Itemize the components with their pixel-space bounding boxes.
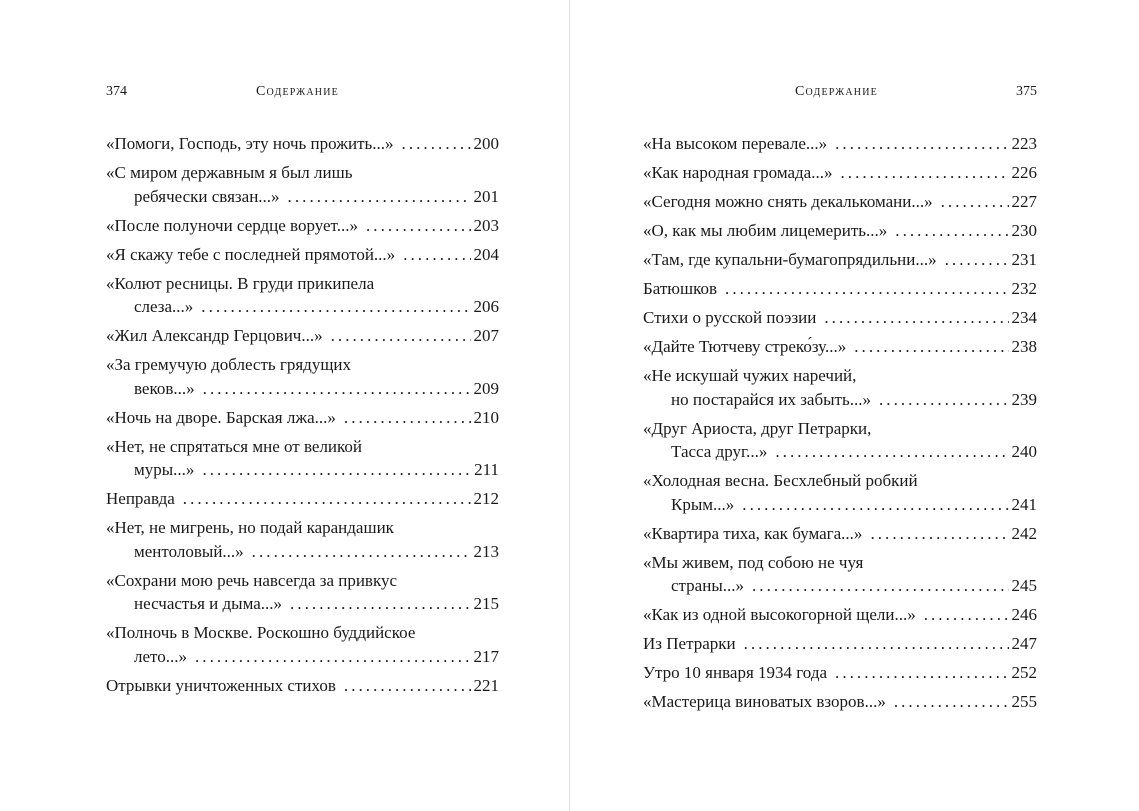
toc-entry-last-line	[106, 324, 499, 348]
toc-entry-title: «Квартира тиха, как бумага...»	[643, 523, 863, 543]
toc-entry-page-number: 230	[1011, 221, 1037, 240]
dot-leader	[870, 522, 1008, 546]
toc-entry-last-line	[643, 603, 1037, 627]
toc-entry-last-line	[106, 674, 499, 698]
toc-entry-page-number: 240	[1011, 442, 1037, 461]
toc-entry-page-number: 204	[473, 244, 499, 264]
left-page	[0, 0, 569, 811]
toc-entry[interactable]	[643, 417, 1037, 464]
toc-entry-page-number: 221	[473, 675, 499, 695]
toc-entry-page-number: 241	[1011, 494, 1037, 514]
dot-leader	[183, 487, 471, 511]
dot-leader	[366, 214, 471, 238]
dot-leader	[775, 440, 1008, 464]
toc-entry-title: Стихи о русской поэзии	[643, 308, 817, 327]
dot-leader	[344, 674, 471, 698]
dot-leader	[725, 277, 1008, 301]
toc-entry-last-line	[106, 295, 499, 319]
toc-entry-title: Крым...»	[671, 494, 735, 514]
toc-entry[interactable]	[106, 487, 499, 511]
dot-leader	[201, 295, 470, 319]
toc-entry[interactable]	[643, 661, 1037, 685]
toc-entry-title: Утро 10 января 1934 года	[643, 663, 828, 682]
toc-entry-title: «Как из одной высокогорной щели...»	[643, 605, 916, 624]
right-page	[570, 0, 1139, 811]
toc-entry-last-line	[106, 185, 499, 209]
table-of-contents	[643, 132, 1037, 719]
toc-entry-last-line	[643, 388, 1037, 412]
toc-entry-title: «Жил Александр Герцович...»	[106, 326, 323, 345]
toc-entry-page-number: 209	[473, 378, 499, 398]
toc-entry-last-line	[643, 440, 1037, 464]
toc-entry[interactable]	[106, 569, 499, 616]
toc-entry-last-line	[643, 306, 1037, 330]
dot-leader	[941, 190, 1009, 214]
toc-entry-page-number: 242	[1011, 523, 1037, 543]
toc-entry[interactable]	[106, 214, 499, 238]
toc-entry[interactable]	[643, 690, 1037, 714]
toc-entry-title: Тасса друг...»	[671, 442, 768, 461]
dot-leader	[744, 632, 1009, 656]
table-of-contents	[106, 132, 499, 703]
toc-entry-last-line	[643, 248, 1037, 272]
toc-entry-title: «На высоком перевале...»	[643, 134, 828, 153]
toc-entry-page-number: 245	[1011, 576, 1037, 595]
toc-entry-page-number: 238	[1011, 337, 1037, 356]
toc-entry-title: «Как народная громада...»	[643, 163, 833, 182]
toc-entry-page-number: 246	[1011, 605, 1037, 624]
dot-leader	[203, 377, 471, 401]
toc-entry-title: Неправда	[106, 489, 175, 508]
toc-entry-last-line	[106, 132, 499, 156]
toc-entry-page-number: 234	[1011, 308, 1037, 327]
page-number: 375	[1016, 84, 1037, 99]
toc-entry[interactable]	[106, 243, 499, 267]
toc-entry[interactable]	[643, 161, 1037, 185]
toc-entry-title: «Ночь на дворе. Барская лжа...»	[106, 407, 336, 427]
dot-leader	[344, 406, 471, 430]
toc-entry-title: «Дайте Тютчеву стреко́зу...»	[643, 337, 847, 356]
toc-entry-title: «О, как мы любим лицемерить...»	[643, 221, 888, 240]
dot-leader	[742, 493, 1008, 517]
toc-entry-page-number: 231	[1011, 250, 1037, 269]
running-title: Содержание	[256, 84, 339, 99]
toc-entry-last-line	[106, 377, 499, 401]
toc-entry[interactable]	[643, 603, 1037, 627]
toc-entry-title: Из Петрарки	[643, 634, 736, 653]
dot-leader	[854, 335, 1008, 359]
toc-entry-last-line	[643, 277, 1037, 301]
toc-entry-last-line	[643, 190, 1037, 214]
toc-entry-title: муры...»	[134, 460, 195, 479]
toc-entry[interactable]	[643, 469, 1037, 516]
toc-entry-page-number: 255	[1011, 692, 1037, 711]
dot-leader	[202, 458, 471, 482]
toc-entry[interactable]	[643, 522, 1037, 546]
toc-entry-title-line: «Нет, не мигрень, но подай карандашик	[106, 518, 394, 537]
dot-leader	[879, 388, 1009, 412]
toc-entry[interactable]	[643, 190, 1037, 214]
toc-entry-title: «Помоги, Господь, эту ночь прожить...»	[106, 134, 394, 153]
toc-entry-last-line	[106, 592, 499, 616]
toc-entry-page-number: 213	[473, 541, 499, 561]
toc-entry-last-line	[643, 493, 1037, 517]
toc-entry-title: ментоловый...»	[134, 541, 244, 561]
toc-entry-title-line: «Не искушай чужих наречий,	[643, 366, 857, 385]
toc-entry[interactable]	[106, 674, 499, 698]
toc-entry-title: веков...»	[134, 378, 195, 398]
toc-entry-title-line: «Нет, не спрятаться мне от великой	[106, 436, 363, 456]
toc-entry[interactable]	[643, 335, 1037, 359]
toc-entry-title: «Мастерица виноватых взоров...»	[643, 692, 886, 711]
toc-entry-title: слеза...»	[134, 297, 194, 316]
toc-entry-last-line	[106, 214, 499, 238]
toc-entry-title-line: «Холодная весна. Бесхлебный робкий	[643, 471, 918, 490]
toc-entry-title: лето...»	[134, 646, 187, 666]
toc-entry-title: «После полуночи сердце ворует...»	[106, 215, 358, 235]
toc-entry-page-number: 201	[473, 186, 499, 206]
toc-entry-title-line: «Сохрани мою речь навсегда за привкус	[106, 570, 398, 590]
dot-leader	[252, 540, 471, 564]
toc-entry[interactable]	[643, 551, 1037, 598]
dot-leader	[288, 185, 471, 209]
toc-entry-page-number: 247	[1011, 634, 1037, 653]
toc-entry-title: «Я скажу тебе с последней прямотой...»	[106, 244, 396, 264]
running-title: Содержание	[795, 84, 878, 99]
toc-entry-title: несчастья и дыма...»	[134, 594, 283, 613]
dot-leader	[894, 690, 1009, 714]
toc-entry-title-line: «Колют ресницы. В груди прикипела	[106, 273, 375, 293]
toc-entry[interactable]	[106, 353, 499, 400]
dot-leader	[835, 132, 1008, 156]
toc-entry[interactable]	[106, 435, 499, 482]
toc-entry[interactable]	[106, 132, 499, 156]
page-number: 374	[106, 84, 127, 99]
toc-entry-last-line	[643, 661, 1037, 685]
dot-leader	[840, 161, 1008, 185]
toc-entry[interactable]	[106, 516, 499, 563]
toc-entry-title: страны...»	[671, 576, 744, 595]
toc-entry-page-number: 223	[1011, 134, 1037, 153]
toc-entry-page-number: 210	[473, 407, 499, 427]
toc-entry-last-line	[106, 487, 499, 511]
toc-entry[interactable]	[643, 132, 1037, 156]
dot-leader	[752, 574, 1009, 598]
toc-entry-page-number: 232	[1011, 279, 1037, 298]
toc-entry[interactable]	[643, 364, 1037, 411]
toc-entry-title: ребячески связан...»	[134, 186, 280, 206]
toc-entry-title-line: «За гремучую доблесть грядущих	[106, 355, 352, 374]
toc-entry-title-line: «Мы живем, под собою не чуя	[643, 552, 864, 572]
toc-entry-last-line	[106, 540, 499, 564]
toc-entry-title: но постарайся их забыть...»	[671, 389, 871, 409]
toc-entry-last-line	[106, 406, 499, 430]
toc-entry-last-line	[106, 458, 499, 482]
toc-entry[interactable]	[106, 161, 499, 208]
toc-entry-page-number: 207	[473, 326, 499, 345]
toc-entry[interactable]	[643, 219, 1037, 243]
toc-entry-last-line	[643, 219, 1037, 243]
toc-entry[interactable]	[106, 324, 499, 348]
dot-leader	[403, 243, 470, 267]
dot-leader	[945, 248, 1009, 272]
toc-entry-page-number: 215	[473, 594, 499, 613]
toc-entry-last-line	[643, 335, 1037, 359]
toc-entry-page-number: 217	[473, 646, 499, 666]
toc-entry-page-number: 203	[473, 215, 499, 235]
toc-entry-last-line	[643, 161, 1037, 185]
toc-entry-title-line: «Друг Ариоста, друг Петрарки,	[643, 418, 872, 438]
dot-leader	[835, 661, 1008, 685]
toc-entry-last-line	[643, 522, 1037, 546]
toc-entry-last-line	[643, 132, 1037, 156]
toc-entry-title: «Сегодня можно снять декалькомани...»	[643, 192, 933, 211]
toc-entry-page-number: 200	[473, 134, 499, 153]
dot-leader	[402, 132, 471, 156]
toc-entry-title: Батюшков	[643, 279, 718, 298]
toc-entry-last-line	[643, 632, 1037, 656]
toc-entry-last-line	[106, 243, 499, 267]
toc-entry-title-line: «Полночь в Москве. Роскошно буддийское	[106, 623, 416, 642]
toc-entry-last-line	[106, 645, 499, 669]
dot-leader	[195, 645, 471, 669]
toc-entry[interactable]	[643, 632, 1037, 656]
toc-entry[interactable]	[106, 272, 499, 319]
toc-entry-last-line	[643, 690, 1037, 714]
toc-entry-title: Отрывки уничтоженных стихов	[106, 675, 336, 695]
toc-entry-page-number: 206	[473, 297, 499, 316]
toc-entry-last-line	[643, 574, 1037, 598]
toc-entry-page-number: 226	[1011, 163, 1037, 182]
dot-leader	[331, 324, 471, 348]
dot-leader	[290, 592, 470, 616]
toc-entry-title: «Там, где купальни-бумагопрядильни...»	[643, 250, 937, 269]
dot-leader	[924, 603, 1009, 627]
toc-entry-page-number: 211	[474, 460, 499, 479]
toc-entry[interactable]	[106, 621, 499, 668]
toc-entry[interactable]	[643, 277, 1037, 301]
dot-leader	[895, 219, 1008, 243]
toc-entry[interactable]	[643, 306, 1037, 330]
toc-entry-page-number: 212	[473, 489, 499, 508]
toc-entry-page-number: 227	[1011, 192, 1037, 211]
dot-leader	[824, 306, 1008, 330]
toc-entry-title-line: «С миром державным я был лишь	[106, 163, 353, 182]
toc-entry-page-number: 252	[1011, 663, 1037, 682]
toc-entry[interactable]	[643, 248, 1037, 272]
toc-entry[interactable]	[106, 406, 499, 430]
toc-entry-page-number: 239	[1011, 389, 1037, 409]
